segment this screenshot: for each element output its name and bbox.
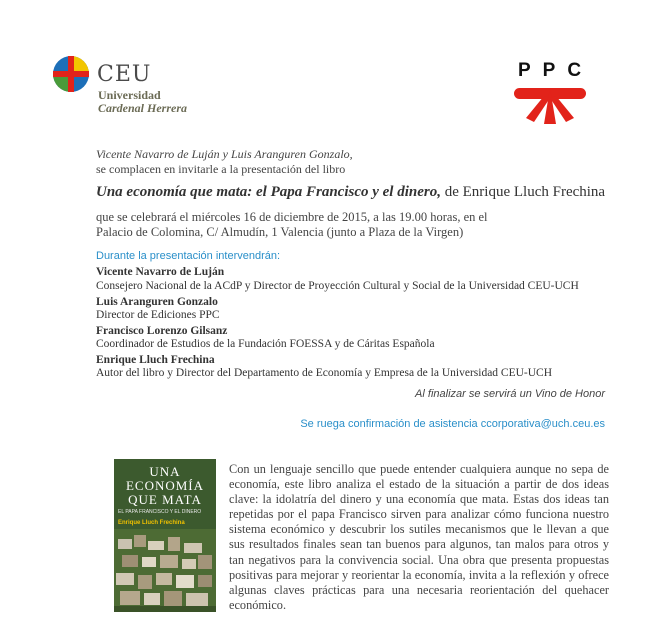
speaker-name-3: Francisco Lorenzo Gilsanz [96,325,228,337]
speaker-role-1: Consejero Nacional de la ACdP y Director de Proyección Cultural y Social de la Universidad CEU-UCH [96,280,579,292]
speaker-name-4: Enrique Lluch Frechina [96,354,215,366]
rsvp-line: Se ruega confirmación de asistencia ccorporativa@uch.ceu.es [300,418,605,430]
book-cover-subtitle: EL PAPA FRANCISCO Y EL DINERO [118,509,202,515]
ceu-subtitle-1: Universidad [98,88,161,102]
ceu-name: CEU [97,62,152,87]
speakers-heading: Durante la presentación intervendrán: [96,250,281,262]
ceu-subtitle-2: Cardenal Herrera [98,101,188,115]
ppc-logo-icon [514,84,586,124]
book-title: Una economía que mata: el Papa Francisco y el dinero, [96,184,441,200]
speaker-role [96,367,552,379]
speaker-name-2: Luis Aranguren Gonzalo [96,296,218,308]
invite-line: se complacen en invitarle a la presentación del libro [96,162,346,176]
ppc-logo-letters: PPC [518,60,594,81]
event-where-line-2: Palacio de Colomina, C/ Almudín, 1 Valencia (junto a Plaza de la Virgen) [96,225,464,239]
book-cover-title-2: ECONOMÍA [125,478,205,493]
book-cover-author: Enrique Lluch Frechina [118,520,185,526]
speaker-name [96,266,224,278]
speaker-role [96,309,220,321]
speaker-name [96,296,218,308]
vino-de-honor-note: Al finalizar se servirá un Vino de Honor [415,388,605,400]
speaker-role [96,338,435,350]
favela-illustration-icon [114,529,216,612]
book-cover-title-1: UNA [149,464,181,479]
speaker-role-3: Coordinador de Estudios de la Fundación FOESSA y de Cáritas Española [96,338,435,350]
event-when-line-1: que se celebrará el miércoles 16 de diciembre de 2015, a las 19.00 horas, en el [96,210,488,224]
book-cover-image [114,459,216,612]
speaker-name [96,325,227,337]
speaker-name [96,354,215,366]
speaker-role-4: Autor del libro y Director del Departamento de Economía y Empresa de la Universidad CEU-UCH [96,367,553,379]
speaker-name-1: Vicente Navarro de Luján [96,266,225,278]
book-cover-title-3: QUE MATA [128,492,202,507]
hosts-line: Vicente Navarro de Luján y Luis Aranguren Gonzalo, [96,147,353,161]
book-title-line [96,184,605,201]
book-author-line: de Enrique Lluch Frechina [440,184,606,200]
speaker-role [96,280,579,292]
speaker-role-2: Director de Ediciones PPC [96,309,220,321]
ceu-logo-icon [52,55,90,93]
book-description: Con un lenguaje sencillo que puede entender cualquiera aunque no sepa de economía, este libro analiza el estado de la situación a partir de dos ideas clave: la idolatría del dinero y una economía que mata. Estas dos ideas tan repetidas por el papa Francisco sirven para analizar cómo funciona nuestro sistema económico y descubrir los sutiles mecanismos que le llevan a que sus resultados finales sean tan buenos para algunos, tan malos para otros y tan negativos para la convivencia social. Una obra que presenta propuestas positivas para mejorar y reorientar la economía, invita a la reflexión y ofrece algunas claves prácticas para una necesaria reorientación del quehacer económico. [229,462,609,612]
